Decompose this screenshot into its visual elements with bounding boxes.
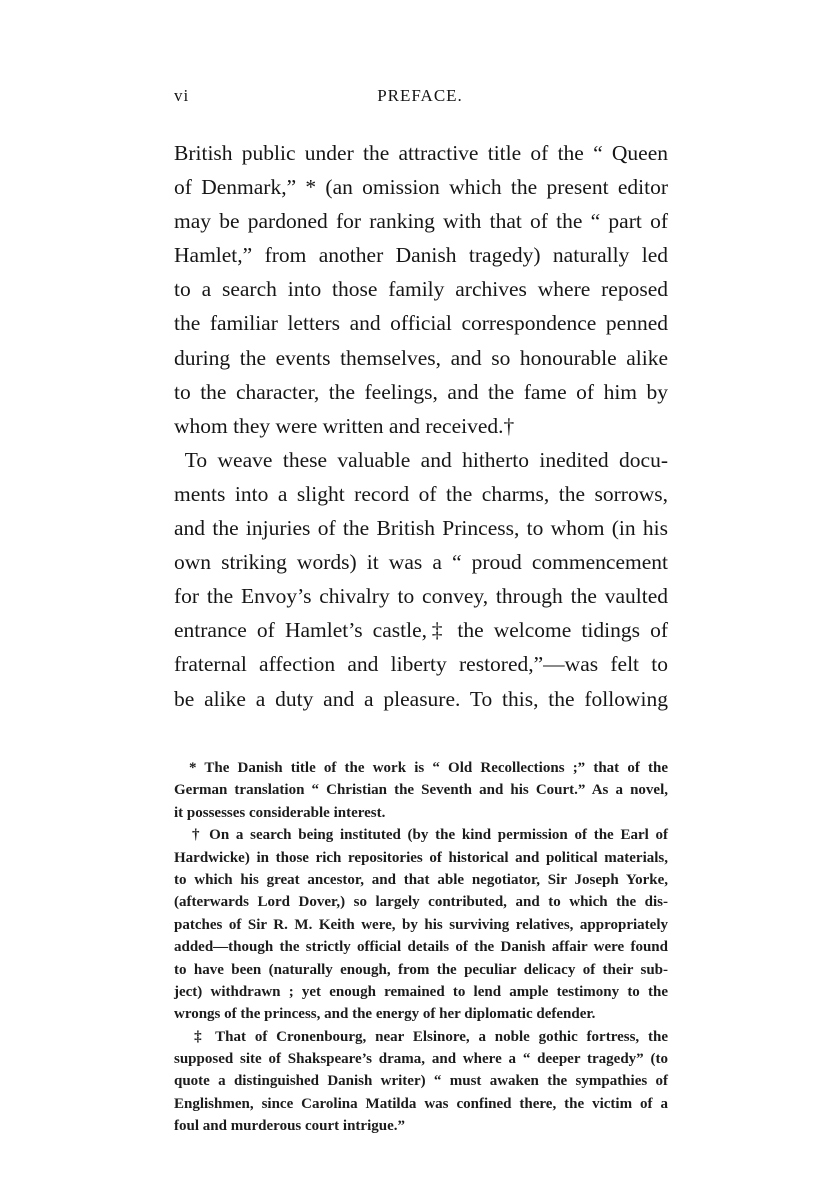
footnote-line: German translation “ Christian the Seventh and his Court.” As a novel, [174,782,668,799]
body-line: to the character, the feelings, and the fame of him by [174,379,668,404]
body-line: for the Envoy’s chivalry to convey, through the vaulted [174,584,668,609]
footnote-line: Englishmen, since Carolina Matilda was confined there, the victim of a [174,1095,668,1112]
body-line: entrance of Hamlet’s castle,‡ the welcome tidings of [174,618,668,643]
footnote-line: † On a search being instituted (by the kind permission of the Earl of [174,827,668,844]
footnote-line: to which his great ancestor, and that able negotiator, Sir Joseph Yorke, [174,871,668,888]
footnote-line: quote a distinguished Danish writer) “ must awaken the sympathies of [174,1073,668,1090]
footnote-line: Hardwicke) in those rich repositories of historical and political materials, [174,849,668,866]
footnotes [174,757,668,1138]
body-line: fraternal affection and liberty restored,”—was felt to [174,652,668,677]
body-line: own striking words) it was a “ proud commencement [174,550,668,575]
body-line: of Denmark,” * (an omission which the present editor [174,175,668,200]
body-line: British public under the attractive title of the “ Queen [174,141,668,165]
body-text [174,136,668,716]
body-line: may be pardoned for ranking with that of the “ part of [174,209,668,234]
page-number: vi [174,86,190,105]
body-line: during the events themselves, and so honourable alike [174,345,668,370]
body-line: Hamlet,” from another Danish tragedy) naturally led [174,243,668,268]
body-line: the familiar letters and official correspondence penned [174,311,668,336]
running-title: PREFACE. [377,86,463,105]
footnote-line: supposed site of Shakspeare’s drama, and where a “ deeper tragedy” (to [174,1051,668,1068]
body-line: whom they were written and received.† [174,413,515,438]
footnote-line: added—though the strictly official details of the Danish affair were found [174,939,668,956]
footnote-line: ‡ That of Cronenbourg, near Elsinore, a noble gothic fortress, the [174,1028,668,1045]
body-line: be alike a duty and a pleasure. To this, the following [174,686,668,711]
body-line: ments into a slight record of the charms, the sorrows, [174,481,668,506]
footnote-line: patches of Sir R. M. Keith were, by his surviving relatives, appropriately [174,916,668,933]
body-line: To weave these valuable and hitherto inedited docu- [174,447,668,472]
footnote-line: wrongs of the princess, and the energy of her diplomatic defender. [174,1006,596,1023]
body-line: to a search into those family archives where reposed [174,277,668,302]
footnote-line: to have been (naturally enough, from the peculiar delicacy of their sub- [174,961,668,978]
footnote-line: (afterwards Lord Dover,) so largely contributed, and to which the dis- [174,894,668,911]
footnote-line: it possesses considerable interest. [174,804,386,821]
footnote-line: ject) withdrawn ; yet enough remained to lend ample testimony to the [174,983,668,1000]
footnote-line: foul and murderous court intrigue.” [174,1118,405,1135]
body-line: and the injuries of the British Princess, to whom (in his [174,516,668,541]
footnote-line: * The Danish title of the work is “ Old Recollections ;” that of the [174,760,668,776]
